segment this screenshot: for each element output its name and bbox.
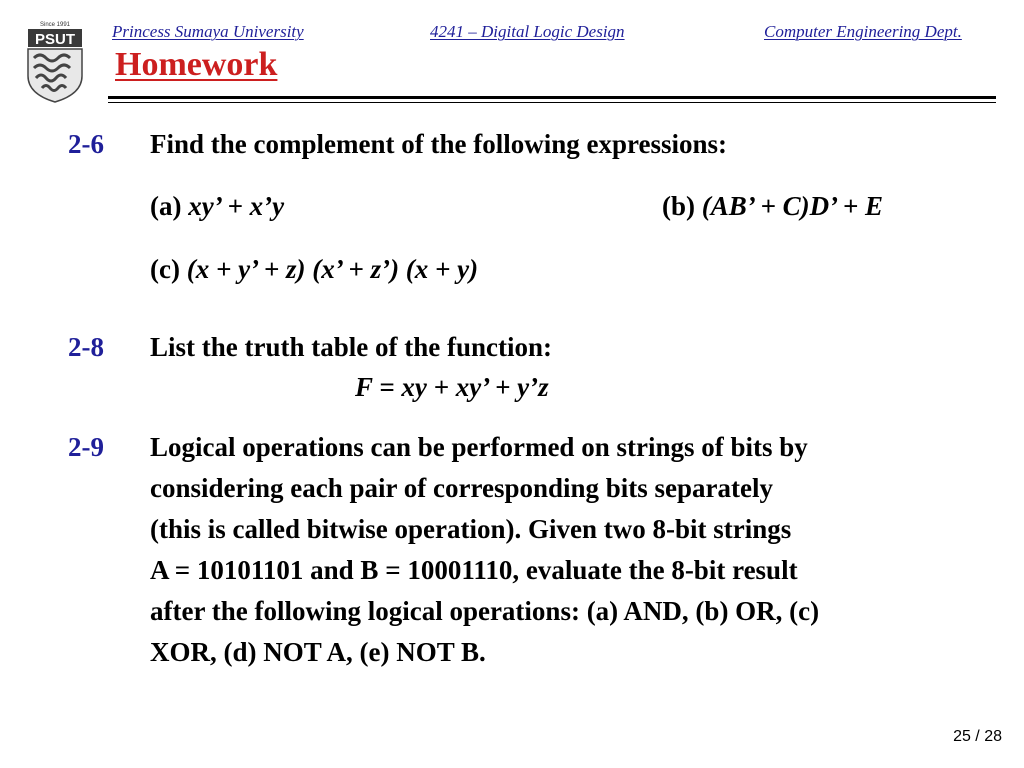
- equation-text: F = xy + xy’ + y’z: [355, 372, 549, 402]
- part-label: (c): [150, 254, 180, 284]
- part-label: (b): [662, 191, 695, 221]
- header-rule-thick: [108, 96, 996, 99]
- problem-text-line: after the following logical operations: (a) AND, (b) OR, (c): [150, 596, 820, 626]
- part-expression: (AB’ + C)D’ + E: [701, 191, 884, 221]
- problem-text-line: A = 10101101 and B = 10001110, evaluate the 8-bit result: [150, 555, 798, 585]
- page-title: Homework: [115, 46, 278, 83]
- page-indicator: 25 / 28: [953, 728, 1002, 745]
- part-b: [662, 191, 883, 222]
- part-expression: xy’ + x’y: [188, 191, 285, 221]
- logo-acronym: PSUT: [34, 31, 76, 48]
- problem-prompt: List the truth table of the function:: [150, 332, 552, 362]
- header-course: 4241 – Digital Logic Design: [430, 22, 625, 41]
- header-university: Princess Sumaya University: [112, 22, 304, 41]
- problem-text-line: considering each pair of corresponding bits separately: [150, 473, 774, 503]
- part-label: (a): [150, 191, 182, 221]
- problem-number: 2-8: [68, 332, 104, 362]
- problem-number: 2-9: [68, 432, 104, 462]
- problem-text-line: XOR, (d) NOT A, (e) NOT B.: [150, 637, 486, 667]
- part-a: [150, 191, 284, 222]
- problem-prompt: Find the complement of the following expressions:: [150, 129, 727, 159]
- header-department: Computer Engineering Dept.: [764, 22, 962, 41]
- logo-since-text: Since 1991: [39, 22, 71, 28]
- problem-text-line: Logical operations can be performed on strings of bits by: [150, 432, 808, 462]
- problem-number: 2-6: [68, 129, 104, 159]
- part-expression: (x + y’ + z) (x’ + z’) (x + y): [186, 254, 479, 284]
- function-equation: [355, 372, 549, 403]
- psut-logo: [22, 18, 88, 104]
- part-c: [150, 254, 478, 285]
- problem-text-line: (this is called bitwise operation). Given two 8-bit strings: [150, 514, 792, 544]
- header-rule-thin: [108, 102, 996, 103]
